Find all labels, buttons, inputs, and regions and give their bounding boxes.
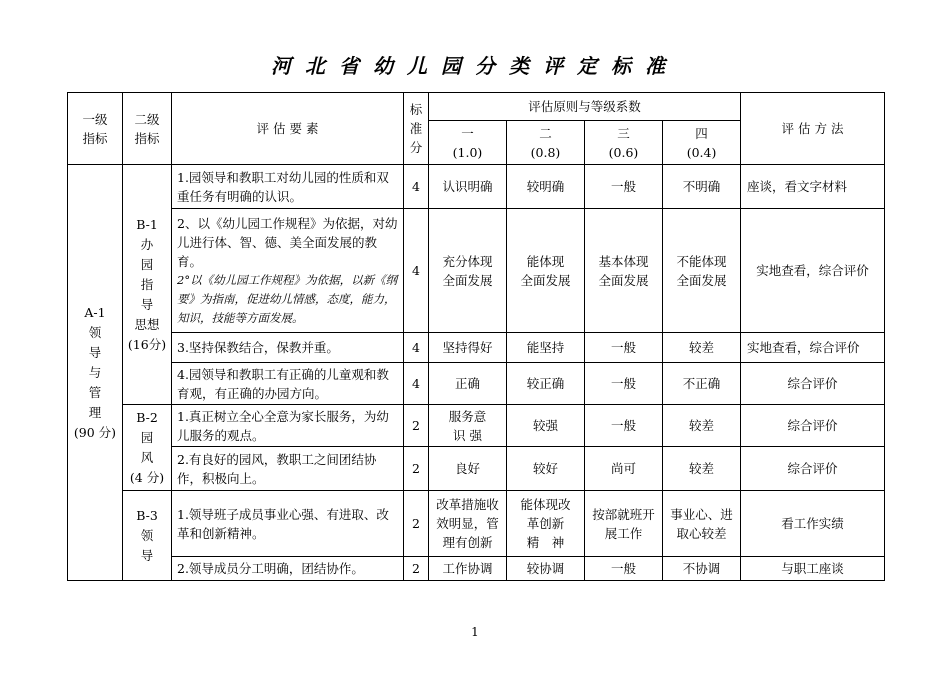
standard-score: 2 bbox=[404, 447, 429, 491]
table-row bbox=[68, 491, 885, 557]
table-row bbox=[68, 209, 885, 333]
header-elements: 评 估 要 素 bbox=[172, 93, 404, 165]
document-title: 河北省幼儿园分类评定标准 bbox=[271, 54, 679, 78]
grade-1-cell: 充分体现 全面发展 bbox=[429, 209, 507, 333]
grade-2-cell: 能体现改 革创新 精 神 bbox=[507, 491, 585, 557]
grade-3-cell: 尚可 bbox=[585, 447, 663, 491]
grade-4-cell: 较差 bbox=[663, 405, 741, 447]
grade-3-cell: 一般 bbox=[585, 333, 663, 363]
table-row bbox=[68, 165, 885, 209]
grade-2-cell: 能坚持 bbox=[507, 333, 585, 363]
grade-3-cell: 一般 bbox=[585, 557, 663, 581]
method-cell: 与职工座谈 bbox=[741, 557, 885, 581]
table-row bbox=[68, 363, 885, 405]
grade-4-cell: 不明确 bbox=[663, 165, 741, 209]
grade-1-cell: 改革措施收 效明显，管 理有创新 bbox=[429, 491, 507, 557]
grade-1-cell: 服务意 识 强 bbox=[429, 405, 507, 447]
method-cell: 看工作实绩 bbox=[741, 491, 885, 557]
standard-score: 4 bbox=[404, 333, 429, 363]
grade-2-cell: 较协调 bbox=[507, 557, 585, 581]
element-text: 1.园领导和教职工对幼儿园的性质和双重任务有明确的认识。 bbox=[172, 165, 404, 209]
method-cell: 实地查看，综合评价 bbox=[741, 209, 885, 333]
a1-indicator: A-1 领 导 与 管 理 (90 分) bbox=[68, 165, 123, 581]
page-number: 1 bbox=[471, 625, 479, 639]
grade-1-cell: 正确 bbox=[429, 363, 507, 405]
method-cell: 实地查看，综合评价 bbox=[741, 333, 885, 363]
grade-3-cell: 按部就班开 展工作 bbox=[585, 491, 663, 557]
element-text: 2.有良好的园风，教职工之间团结协作，积极向上。 bbox=[172, 447, 404, 491]
grade-2-cell: 较明确 bbox=[507, 165, 585, 209]
header-row bbox=[68, 93, 885, 121]
header-grade-4: 四 (0.4) bbox=[663, 121, 741, 165]
grade-3-cell: 基本体现 全面发展 bbox=[585, 209, 663, 333]
grade-4-cell: 较差 bbox=[663, 333, 741, 363]
header-method: 评 估 方 法 bbox=[741, 93, 885, 165]
element-text: 3.坚持保教结合，保教并重。 bbox=[172, 333, 404, 363]
element-text: 2.领导成员分工明确，团结协作。 bbox=[172, 557, 404, 581]
grade-1-cell: 认识明确 bbox=[429, 165, 507, 209]
grade-2-cell: 较强 bbox=[507, 405, 585, 447]
grade-2-cell: 较正确 bbox=[507, 363, 585, 405]
grade-4-cell: 不能体现 全面发展 bbox=[663, 209, 741, 333]
grade-2-cell: 能体现 全面发展 bbox=[507, 209, 585, 333]
b2-indicator: B-2 园 风 (4 分) bbox=[123, 405, 172, 491]
grade-1-cell: 工作协调 bbox=[429, 557, 507, 581]
header-standard-score: 标 准 分 bbox=[404, 93, 429, 165]
header-grade-2: 二 (0.8) bbox=[507, 121, 585, 165]
table-row bbox=[68, 333, 885, 363]
method-cell: 综合评价 bbox=[741, 363, 885, 405]
element-text: 1.领导班子成员事业心强、有进取、改革和创新精神。 bbox=[172, 491, 404, 557]
grade-1-cell: 坚持得好 bbox=[429, 333, 507, 363]
grade-4-cell: 不协调 bbox=[663, 557, 741, 581]
element-text: 4.园领导和教职工有正确的儿童观和教育观，有正确的办园方向。 bbox=[172, 363, 404, 405]
header-grade-3: 三 (0.6) bbox=[585, 121, 663, 165]
b1-indicator: B-1 办 园 指 导 思想 (16分) bbox=[123, 165, 172, 405]
header-level1: 一级 指标 bbox=[68, 93, 123, 165]
standard-score: 4 bbox=[404, 165, 429, 209]
standard-score: 4 bbox=[404, 209, 429, 333]
grade-4-cell: 不正确 bbox=[663, 363, 741, 405]
grade-1-cell: 良好 bbox=[429, 447, 507, 491]
table-row bbox=[68, 447, 885, 491]
method-cell: 座谈，看文字材料 bbox=[741, 165, 885, 209]
header-level2: 二级 指标 bbox=[123, 93, 172, 165]
table-row bbox=[68, 557, 885, 581]
standard-score: 4 bbox=[404, 363, 429, 405]
table-row bbox=[68, 405, 885, 447]
element-text: 2、以《幼儿园工作规程》为依据，对幼儿进行体、智、德、美全面发展的教育。 2°以《幼儿园工作规程》为依据，以新《纲要》为指南，促进幼儿情感，态度，能力，知识，技能等方面发展。 bbox=[172, 209, 404, 333]
element-text: 1.真正树立全心全意为家长服务，为幼儿服务的观点。 bbox=[172, 405, 404, 447]
method-cell: 综合评价 bbox=[741, 405, 885, 447]
handwritten-note: 2°以《幼儿园工作规程》为依据，以新《纲要》为指南，促进幼儿情感，态度，能力，知识，技能等方面发展。 bbox=[177, 272, 398, 325]
grade-3-cell: 一般 bbox=[585, 363, 663, 405]
grade-4-cell: 较差 bbox=[663, 447, 741, 491]
standard-score: 2 bbox=[404, 491, 429, 557]
grade-3-cell: 一般 bbox=[585, 165, 663, 209]
standard-score: 2 bbox=[404, 405, 429, 447]
grade-4-cell: 事业心、进 取心较差 bbox=[663, 491, 741, 557]
method-cell: 综合评价 bbox=[741, 447, 885, 491]
grade-2-cell: 较好 bbox=[507, 447, 585, 491]
evaluation-standard-table bbox=[67, 92, 885, 581]
b3-indicator: B-3 领 导 bbox=[123, 491, 172, 581]
header-grade-1: 一 (1.0) bbox=[429, 121, 507, 165]
header-principles: 评估原则与等级系数 bbox=[429, 93, 741, 121]
grade-3-cell: 一般 bbox=[585, 405, 663, 447]
standard-score: 2 bbox=[404, 557, 429, 581]
